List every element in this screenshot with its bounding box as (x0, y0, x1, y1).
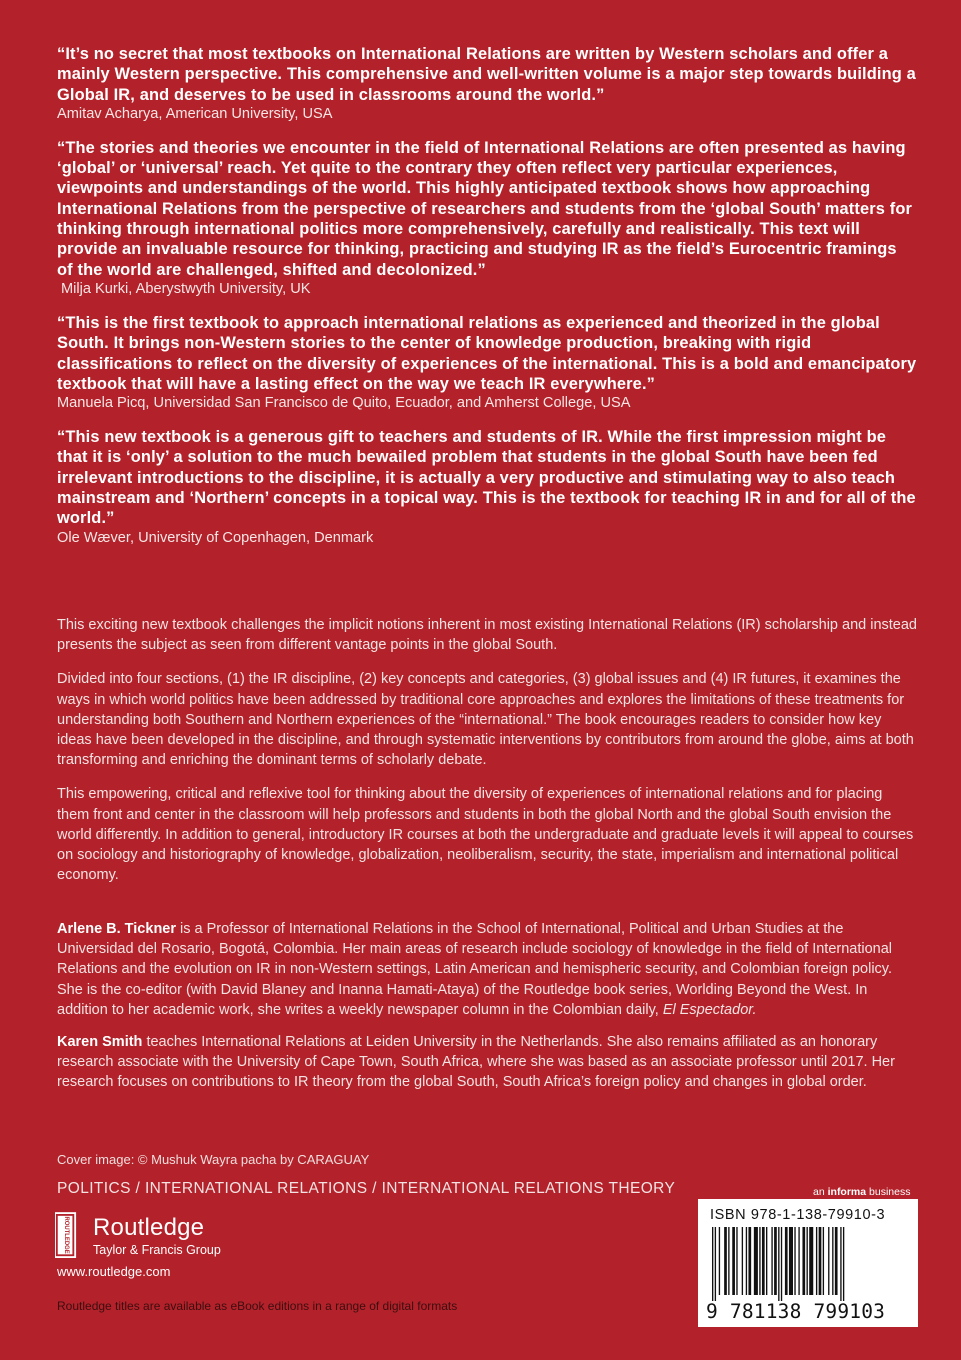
cover-credit: Cover image: © Mushuk Wayra pacha by CARAGUAY (57, 1152, 370, 1167)
isbn-label: ISBN 978-1-138-79910-3 (710, 1207, 886, 1223)
informa-suffix: business (866, 1186, 911, 1198)
informa-tagline (813, 1186, 910, 1198)
isbn-barcode (698, 1199, 918, 1327)
publisher-name: Routledge (93, 1214, 205, 1241)
barcode-bar (719, 1227, 720, 1295)
endorsement-quote (57, 44, 917, 124)
barcode-bar (746, 1227, 747, 1295)
barcode-bar (832, 1227, 833, 1295)
author-bios (57, 919, 917, 1105)
publisher-group: Taylor & Francis Group (93, 1243, 221, 1257)
routledge-logo (55, 1212, 275, 1262)
barcode-bar (771, 1227, 772, 1295)
barcode-bar (789, 1227, 793, 1295)
barcode-bar (828, 1227, 829, 1295)
bio-text: is a Professor of International Relations in the School of International, Political and Urban Studies at the Universidad del Rosario, Bogotá, Colombia. Her main areas of research include sociology of knowledge in the field of International Relations and the evolution on IR in non-Western settings, Latin American and hemispheric security, and Colombian foreign policy. She is the co-editor (with David Blaney and Inanna Hamati-Ataya) of the Routledge book series, Worlding Beyond the West. In addition to her academic work, she writes a weekly newspaper column in the Colombian daily, (57, 921, 893, 1018)
barcode-icon (708, 1227, 908, 1301)
barcode-bar (802, 1227, 805, 1295)
barcode-bar (759, 1227, 760, 1295)
barcode-bar (843, 1227, 844, 1301)
barcode-bar (781, 1227, 782, 1301)
description-paragraph: This empowering, critical and reflexive tool for thinking about the diversity of experiences of international relations and for placing them front and center in the classroom will help professors and students in both the global North and the global South envision the world differently. In addition to general, introductory IR courses at both the undergraduate and graduate levels it will appeal to courses on sociology and historiography of knowledge, globalization, neoliberalism, security, the state, imperialism and international political economy. (57, 786, 914, 884)
informa-word: informa (827, 1186, 867, 1198)
barcode-bar (736, 1227, 737, 1295)
author-bio (57, 1032, 917, 1093)
subject-line: POLITICS / INTERNATIONAL RELATIONS / INTERNATIONAL RELATIONS THEORY (57, 1180, 676, 1197)
quote-attribution: Ole Wæver, University of Copenhagen, Denmark (57, 529, 374, 546)
book-description (57, 615, 917, 899)
barcode-bar (766, 1227, 767, 1295)
author-name: Karen Smith (57, 1034, 143, 1051)
barcode-bar (823, 1227, 824, 1295)
routledge-mark-text: ROUTLEDGE (63, 1216, 70, 1254)
description-paragraph: This exciting new textbook challenges the implicit notions inherent in most existing International Relations (IR) scholarship and instead presents the subject as seen from different vantage points in the global South. (57, 617, 917, 654)
publisher-website[interactable]: www.routledge.com (57, 1264, 171, 1279)
barcode-bar (712, 1227, 713, 1301)
barcode-bar (778, 1227, 779, 1301)
author-bio (57, 919, 917, 1020)
endorsements (57, 44, 917, 562)
barcode-bar (807, 1227, 808, 1295)
barcode-digits: 9 781138 799103 (706, 1300, 886, 1323)
barcode-bar (840, 1227, 841, 1301)
quote-text: “This new textbook is a generous gift to teachers and students of IR. While the first impression might be that it is ‘only’ a solution to the much bewailed problem that students in the global South have been fed irrelevant introductions to the discipline, it is actually a very productive and stimulating way to also teach mainstream and ‘Northern’ concepts in a topical way. This is the textbook for teaching IR in and for all of the world.” (57, 428, 916, 528)
barcode-bar (785, 1227, 788, 1295)
barcode-bar (732, 1227, 735, 1295)
quote-text: “The stories and theories we encounter in the field of International Relations are often presented as having ‘global’ or ‘universal’ reach. Yet quite to the contrary they often reflect very particular experiences, viewpoints and understandings of the world. This highly anticipated textbook shows how approaching International Relations from the perspective of researchers and students from the ‘global South’ matters for thinking through international politics more comprehensively, carefully and realistically. This text will provide an invaluable resource for thinking, practicing and studying IR as the field’s Eurocentric framings of the world are challenged, shifted and decolonized.” (57, 138, 913, 279)
barcode-bar (819, 1227, 822, 1295)
bio-text: teaches International Relations at Leiden University in the Netherlands. She also remains affiliated as an honorary research associate with the University of Cape Town, South Africa, where she was based as an associate professor until 2017. Her research focuses on contributions to IR theory from the global South, South Africa’s foreign policy and changes in global order. (57, 1034, 895, 1091)
barcode-bar (742, 1227, 743, 1295)
author-name: Arlene B. Tickner (57, 921, 177, 937)
barcode-bar (754, 1227, 758, 1295)
bio-italic: El Espectador. (662, 1001, 757, 1018)
endorsement-quote (57, 427, 917, 547)
barcode-bar (835, 1227, 838, 1295)
informa-prefix: an (813, 1186, 828, 1198)
barcode-bar (809, 1227, 813, 1295)
barcode-bar (724, 1227, 727, 1295)
barcode-bar (794, 1227, 795, 1295)
endorsement-quote (57, 313, 917, 413)
routledge-mark-icon (55, 1212, 77, 1260)
quote-text: “This is the first textbook to approach international relations as experienced and theorized in the global South. It brings non-Western stories to the center of knowledge production, breaking with rigid classifications to reflect on the diversity of experiences of the international. This is a bold and emancipatory textbook that will have a lasting effect on the way we teach IR everywhere.” (57, 313, 917, 393)
barcode-bar (748, 1227, 751, 1295)
quote-text: “It’s no secret that most textbooks on International Relations are written by Western scholars and offer a mainly Western perspective. This comprehensive and well-written volume is a major step towards building a Global IR, and deserves to be used in classrooms around the world.” (57, 45, 916, 104)
endorsement-quote (57, 138, 917, 299)
quote-attribution: Amitav Acharya, American University, USA (57, 105, 333, 122)
barcode-bar (728, 1227, 729, 1295)
description-paragraph: Divided into four sections, (1) the IR discipline, (2) key concepts and categories, (3) global issues and (4) IR futures, it examines the ways in which world politics have been addressed by traditional core approaches and explores the limitations of these treatments for understanding both Southern and Northern experiences of the “international.” The book encourages readers to consider how key ideas have been developed in the discipline, and through systematic interventions by contributors from around the globe, aims at both transforming and enriching the dominant terms of scholarly debate. (57, 671, 914, 769)
barcode-bar (816, 1227, 817, 1295)
barcode-bar (762, 1227, 765, 1295)
quote-attribution: Manuela Picq, Universidad San Francisco de Quito, Ecuador, and Amherst College, USA (57, 395, 631, 412)
barcode-bar (774, 1227, 777, 1295)
barcode-bar (798, 1227, 799, 1295)
quote-attribution: Milja Kurki, Aberystwyth University, UK (61, 280, 311, 297)
ebook-note: Routledge titles are available as eBook editions in a range of digital formats (57, 1299, 458, 1313)
barcode-bar (715, 1227, 716, 1301)
